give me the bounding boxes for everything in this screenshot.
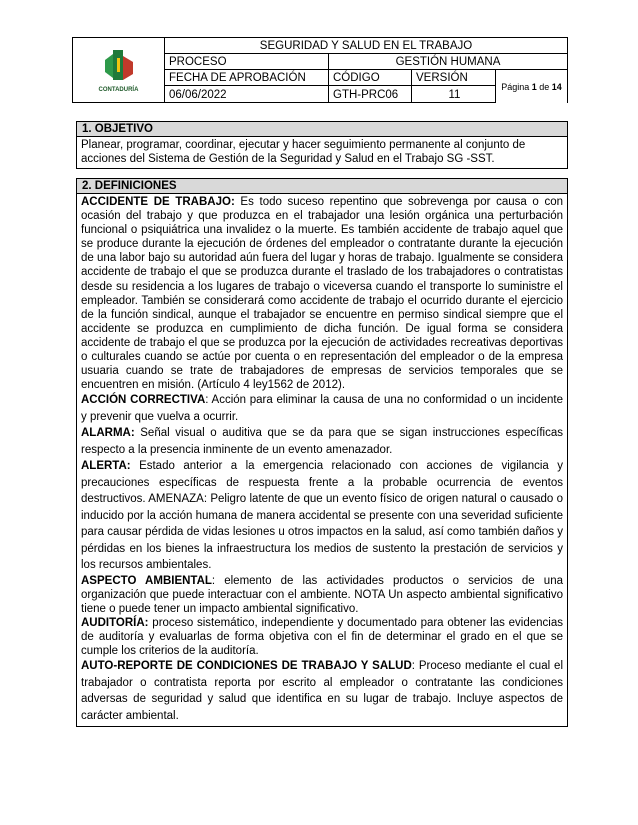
page-prefix: Página — [501, 81, 530, 92]
section-definiciones — [76, 178, 568, 727]
section-title: 1. OBJETIVO — [77, 122, 567, 137]
definition-text: Es todo suceso repentino que sobrevenga por causa o con ocasión del trabajo y que produzca en el trabajador una lesión orgánica una perturbación funcional o psiquiátrica una invalidez o la muerte. Es también accidente de trabajo aquel que se produce durante la ejecución de órdenes del empleador o contratante durante la ejecución de una labor bajo su autoridad aún fuera del lugar y horas de trabajo. Igualmente se considera accidente de trabajo el que se produzca durante el traslado de los trabajadores o contratistas desde su residencia a los lugares de trabajo o viceversa cuando el transporte lo suministre el empleador. También se considerará como accidente de trabajo el ocurrido durante el ejercicio de la función sindical, aunque el trabajador se encuentre en permiso sindical siempre que el accidente se produzca en cumplimiento de dicha función. De igual forma se considera accidente de trabajo el que se produzca por la ejecución de actividades recreativas deportivas o culturales cuando se actúe por cuenta o en representación del empleador o de la empresa usuaria cuando se trate de trabajadores de empresas de servicios temporales que se encuentren en misión. (Artículo 4 ley1562 de 2012). — [81, 196, 563, 392]
organization-logo — [73, 38, 165, 102]
codigo-label: CÓDIGO — [329, 70, 412, 85]
page-of: de — [539, 81, 550, 92]
proceso-value: GESTIÓN HUMANA — [395, 55, 501, 68]
definition-term: ALARMA: — [81, 427, 135, 440]
definitions-list — [77, 194, 567, 726]
page-current: 1 — [531, 81, 537, 92]
definition-item — [81, 458, 563, 574]
proceso-label: PROCESO — [165, 54, 329, 69]
header-proceso-row — [165, 54, 567, 70]
definition-term: ASPECTO AMBIENTAL — [81, 574, 212, 587]
definition-text: proceso sistemático, independiente y documentado para obtener las evidencias de auditoría y evaluarlas de forma objetiva con el fin de determinar el grado en el que se cumple los criterios de la auditoría. — [81, 617, 563, 658]
definition-item — [81, 392, 563, 425]
definition-item — [81, 616, 563, 658]
contaduria-logo-icon — [99, 48, 139, 86]
codigo-value: GTH-PRC06 — [329, 86, 412, 103]
definition-text: : Acción para eliminar la causa de una no conformidad o un incidente y prevenir que vuelva a ocurrir. — [81, 394, 564, 423]
definition-item — [81, 195, 563, 392]
page-number — [495, 70, 567, 103]
document-title: SEGURIDAD Y SALUD EN EL TRABAJO — [259, 39, 473, 52]
section-objetivo — [76, 121, 568, 169]
page-total: 14 — [551, 81, 562, 92]
definition-item — [81, 574, 563, 616]
definition-term: ACCIÓN CORRECTIVA — [81, 394, 206, 407]
fecha-label: FECHA DE APROBACIÓN — [165, 70, 329, 85]
definition-text: : elemento de las actividades productos o servicios de una organización que puede interactuar con el ambiente. NOTA Un aspecto ambiental significativo tiene o puede tener un impacto ambiental significativo. — [81, 574, 563, 615]
definition-text: Estado anterior a la emergencia relacionado con acciones de vigilancia y precauciones específicas de respuesta frente a la probable ocurrencia de eventos destructivos. AMENAZA: Peligro latente de que un evento físico de origen natural o causado o inducido por la acción humana de manera accidental se presente con una severidad suficiente para causar pérdida de vidas lesiones u otros impactos en la salud, así como también daños y pérdidas en los bienes la infraestructura los medios de sustento la prestación de servicios y los recursos ambientales. — [81, 460, 563, 572]
definition-term: ALERTA: — [81, 460, 131, 473]
definition-text: Señal visual o auditiva que se da para que se sigan instrucciones específicas respecto a la presencia inminente de un evento amenazador. — [81, 427, 563, 456]
definition-term: AUTO-REPORTE DE CONDICIONES DE TRABAJO Y SALUD — [81, 660, 412, 673]
fecha-value: 06/06/2022 — [165, 86, 329, 103]
definition-term: ACCIDENTE DE TRABAJO: — [81, 196, 235, 208]
definition-term: AUDITORÍA: — [81, 617, 149, 630]
definition-item — [81, 425, 563, 458]
definition-text: : Proceso mediante el cual el trabajador o contratista reporta por escrito al empleador o contratante las condiciones adversas de seguridad y salud que identifica en su lugar de trabajo. Incluye aspectos de carácter ambiental. — [81, 660, 563, 722]
section-title: 2. DEFINICIONES — [77, 179, 567, 194]
header-title-row — [165, 38, 567, 54]
logo-caption: CONTADURÍA — [98, 86, 139, 93]
document-header — [72, 37, 568, 103]
version-label: VERSIÓN — [416, 71, 468, 84]
version-value: 11 — [448, 88, 461, 101]
definition-item — [81, 658, 563, 724]
objetivo-text: Planear, programar, coordinar, ejecutar y hacer seguimiento permanente al conjunto de acciones del Sistema de Gestión de la Seguridad y Salud en el Trabajo SG -SST. — [81, 139, 526, 166]
